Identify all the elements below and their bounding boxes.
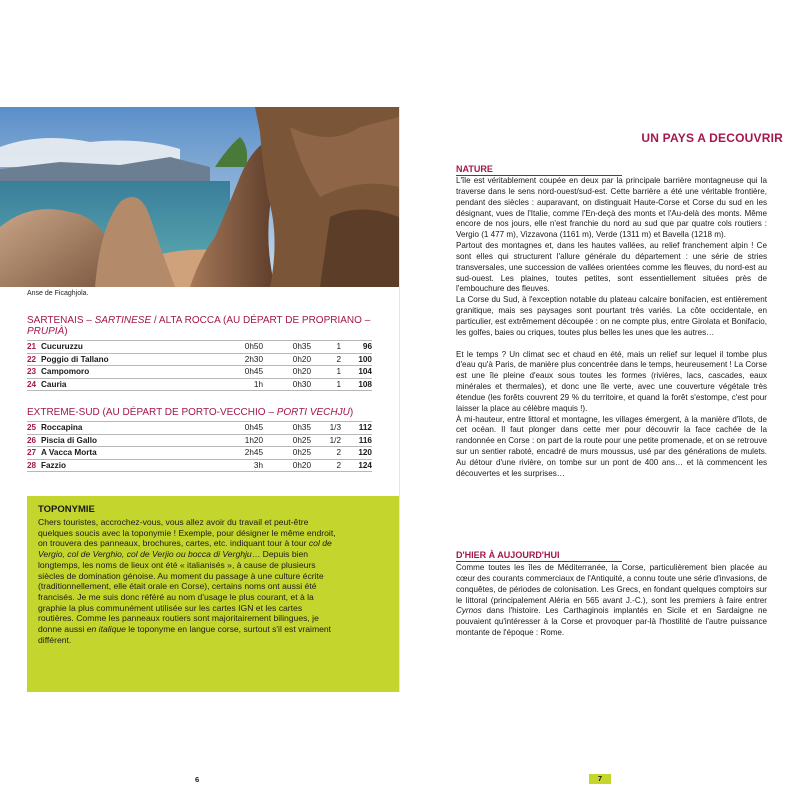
route-table-sartenais (27, 340, 372, 391)
text-run-italic: Cyrnos (456, 606, 482, 616)
section-title-extreme-sud (27, 407, 373, 418)
hier-rule (456, 561, 622, 562)
text-run: le toponyme en langue corse, surtout s'il est vraiment différent. (38, 624, 332, 645)
toponymie-title: TOPONYMIE (38, 504, 95, 515)
route-row (27, 378, 372, 391)
route-number: 27 (27, 447, 41, 460)
route-name: Fazzio (41, 459, 221, 472)
text-run: dans l'histoire. Les Carthaginois implantés en Sicile et en Sardaigne ne pouvaient qu'intéresser à la Corse et provoquer par-là l'hostilité de l'autre puissance montante de l'époque : Rome. (456, 606, 767, 638)
text-run: Chers touristes, accrochez-vous, vous allez avoir du travail et peut-être quelques soucis avec la toponymie ! Exemple, pour désigner le même endroit, on trouvera des panneaux, brochures, cartes, etc. indiquant tour à tour (38, 517, 336, 549)
route-number: 26 (27, 434, 41, 447)
chapter-header: UN PAYS A DECOUVRIR (641, 131, 783, 145)
difficulty: 1 (311, 366, 341, 379)
route-number: 22 (27, 353, 41, 366)
page-ref: 112 (341, 422, 372, 435)
duration-return: 0h20 (263, 366, 311, 379)
text-run-italic: en italique (86, 624, 126, 635)
route-row (27, 353, 372, 366)
route-number: 21 (27, 341, 41, 354)
route-name: Cucuruzzu (41, 341, 221, 354)
duration-return: 0h35 (263, 422, 311, 435)
text-run: Comme toutes les îles de Méditerranée, la Corse, particulièrement bien placée au cœur des courants commerciaux de l'Antiquité, a connu toute une série d'invasions, de conquêtes, de périodes de colonisation. Les Grecs, en fondant quelques comptoirs sur le littoral (principalement Aléria en 565 avant J.-C.), sont les premiers à faire entrer (456, 563, 767, 605)
difficulty: 2 (311, 447, 341, 460)
text-run: … Depuis bien longtemps, les noms de lieux ont été « italianisés », à cause de plusieurs siècles de domination génoise. Au moment du passage à une culture écrite (traditionnellement, elle était orale en Corse), certains noms ont aussi été francisés. Je me suis donc référé au nom d'usage le plus courant, et à la graphie la plus communément utilisée sur les cartes IGN et les cartes routières. Comme les panneaux routiers sont majoritairement bilingues, je donne aussi (38, 549, 324, 635)
duration-walk: 0h50 (221, 341, 263, 354)
route-number: 28 (27, 459, 41, 472)
page-ref: 124 (341, 459, 372, 472)
paragraph: Partout des montagnes et, dans les hautes vallées, au relief franchement alpin ! Ce sont elles qui structurent l'allure générale du département : une série de stries transversales, une succession de vallées orientées comme les fleuves, du nord-est au sud-ouest. Les plaines, toutes petites, sont essentiellement situées près de l'embouchure des fleuves. (456, 241, 767, 294)
route-name: Campomoro (41, 366, 221, 379)
duration-walk: 1h20 (221, 434, 263, 447)
page-ref: 104 (341, 366, 372, 379)
page-number-left: 6 (195, 775, 200, 784)
duration-return: 0h20 (263, 353, 311, 366)
page-ref: 96 (341, 341, 372, 354)
title-part: ) (349, 407, 354, 418)
route-row (27, 459, 372, 472)
duration-walk: 2h30 (221, 353, 263, 366)
photo-caption: Anse de Ficaghjola. (27, 290, 89, 297)
route-number: 25 (27, 422, 41, 435)
toponymie-text (38, 517, 338, 645)
duration-return: 0h35 (263, 341, 311, 354)
text-run-italic: col de Vergio, col de Verghio, col de Verjio ou bocca di Verghju (38, 538, 332, 560)
route-row (27, 447, 372, 460)
title-part: EXTREME-SUD (AU DÉPART DE PORTO-VECCHIO – (27, 407, 277, 418)
nature-heading: NATURE (456, 164, 493, 174)
title-part: / ALTA ROCCA (AU DÉPART DE PROPRIANO – (151, 315, 371, 326)
title-part: SARTENAIS – (27, 315, 95, 326)
paragraph (456, 563, 767, 639)
title-part-italic: SARTINESE (94, 315, 152, 326)
duration-walk: 2h45 (221, 447, 263, 460)
paragraph: Et le temps ? Un climat sec et chaud en été, mais un relief sur lequel il tombe plus d'eau qu'à Paris, de manière plus concentrée dans le temps, heureusement ! La Corse est une île pleine d'eaux sous toutes les formes (rivières, lacs, cascades, eaux minérales et thermales), et donc une île verte, avec une couverture végétale très étendue (les forêts couvrent 29 % du territoire, et quand la forêt s'estompe, c'est pour laisser la place au célèbre maquis !). (456, 349, 767, 413)
duration-walk: 0h45 (221, 422, 263, 435)
route-name: Piscia di Gallo (41, 434, 221, 447)
duration-walk: 0h45 (221, 366, 263, 379)
right-page (400, 107, 800, 783)
paragraph: L'île est véritablement coupée en deux par la principale barrière montagneuse qui la traverse dans le sens nord-ouest/sud-est. Cette barrière a été une véritable frontière, pendant des siècles : auparavant, on distinguait Haute-Corse et Corse du sud en les désignant, vues de l'Italie, comme l'En-deçà des monts et l'Au-delà des monts. Même encore de nos jours, elle n'est franchie du nord au sud que par quatre cols routiers : Vergio (1 477 m), Vizzavona (1161 m), Verde (1311 m) et Bavella (1218 m). (456, 176, 767, 240)
page-ref: 120 (341, 447, 372, 460)
difficulty: 1 (311, 341, 341, 354)
duration-walk: 1h (221, 378, 263, 391)
route-number: 24 (27, 378, 41, 391)
section-title-sartenais (27, 315, 373, 337)
left-page (0, 107, 399, 784)
page-ref: 100 (341, 353, 372, 366)
difficulty: 2 (311, 459, 341, 472)
paragraph: La Corse du Sud, à l'exception notable du plateau calcaire bonifacien, est entièrement granitique, mais ses paysages sont pourtant très variés. La côte occidentale, en particulier, est extrêmement découpée : on ne compte plus, entre Girolata et Bonifacio, les golfes, baies ou criques, toutes plus belles les unes que les autres… (456, 295, 767, 337)
route-row (27, 422, 372, 435)
route-row (27, 341, 372, 354)
route-name: A Vacca Morta (41, 447, 221, 460)
route-number: 23 (27, 366, 41, 379)
page-ref: 108 (341, 378, 372, 391)
route-name: Cauria (41, 378, 221, 391)
duration-return: 0h25 (263, 447, 311, 460)
duration-return: 0h20 (263, 459, 311, 472)
duration-walk: 3h (221, 459, 263, 472)
title-part-italic: PRUPIÀ (27, 326, 65, 337)
nature-text (456, 176, 767, 480)
paragraph: À mi-hauteur, entre littoral et montagne, les villages émergent, à la manière d'îlots, de cet océan. Il faut plonger dans cette mer pour découvrir la face cachée de la randonnée en Corse : on part de la route pour une petite promenade, et on se retrouve sur un sentier raboté, encadré de murs moussus, usé par des générations de mulets. Au détour d'une rivière, on tombe sur un pont de 400 ans… et là commencent les découvertes et les surprises… (456, 414, 767, 478)
toponymie-box (27, 496, 399, 692)
route-row (27, 434, 372, 447)
route-name: Roccapina (41, 422, 221, 435)
duration-return: 0h25 (263, 434, 311, 447)
title-part: ) (64, 326, 68, 337)
coast-rocks-photo (0, 107, 399, 287)
difficulty: 1 (311, 378, 341, 391)
hier-heading: D'HIER À AUJOURD'HUI (456, 550, 560, 560)
route-table-extreme-sud (27, 421, 372, 472)
page-ref: 116 (341, 434, 372, 447)
title-part-italic: PORTI VECHJU (276, 407, 350, 418)
route-name: Poggio di Tallano (41, 353, 221, 366)
page-number-right: 7 (589, 774, 611, 784)
duration-return: 0h30 (263, 378, 311, 391)
route-row (27, 366, 372, 379)
difficulty: 1/2 (311, 434, 341, 447)
hier-text (456, 563, 767, 639)
difficulty: 1/3 (311, 422, 341, 435)
difficulty: 2 (311, 353, 341, 366)
